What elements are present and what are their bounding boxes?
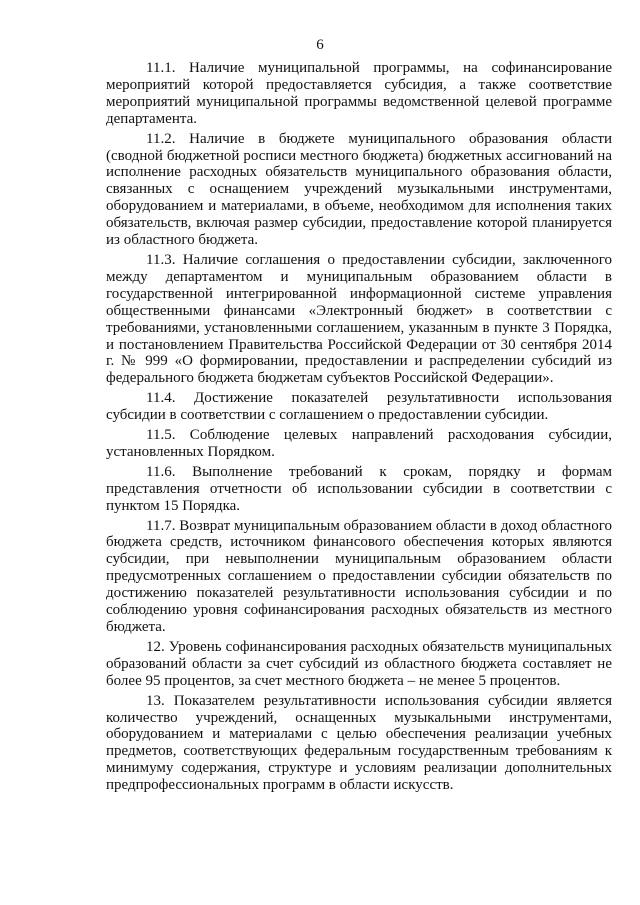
page-number: 6: [316, 37, 324, 53]
paragraph-11-3: 11.3. Наличие соглашения о предоставлении субсидии, заключенного между департаментом и муниципальным образованием области в государственной интегрированной информационной системе управления общественными финансами «Электронный бюджет» в соответствии с требованиями, установленными соглашением, указанным в пункте 3 Порядка, и постановлением Правительства Российской Федерации от 30 сентября 2014 г. № 999 «О формировании, предоставлении и распределении субсидий из федерального бюджета бюджетам субъектов Российской Федерации».: [106, 251, 612, 387]
paragraph-11-5: 11.5. Соблюдение целевых направлений расходования субсидии, установленных Порядком.: [106, 427, 612, 460]
paragraph-12: 12. Уровень софинансирования расходных обязательств муниципальных образований области за счет субсидий из областного бюджета составляет не более 95 процентов, за счет местного бюджета – не менее 5 процентов.: [106, 638, 612, 689]
paragraph-11-6: 11.6. Выполнение требований к срокам, порядку и формам представления отчетности об использовании субсидии в соответствии с пунктом 15 Порядка.: [106, 463, 612, 514]
paragraph-11-4: 11.4. Достижение показателей результативности использования субсидии в соответствии с соглашением о предоставлении субсидии.: [106, 390, 612, 424]
paragraph-11-7: 11.7. Возврат муниципальным образованием области в доход областного бюджета средств, источником финансового обеспечения которых являются субсидии, при невыполнении муниципальным образованием области предусмотренных соглашением о предоставлении субсидии обязательств по достижению показателей результативности использования субсидии и по соблюдению уровня софинансирования расходных обязательств из местного бюджета.: [106, 517, 612, 635]
document-body: [106, 60, 612, 797]
paragraph-13: 13. Показателем результативности использования субсидии является количество учреждений, оснащенных музыкальными инструментами, оборудованием и материалами с целью обеспечения реализации учебных предметов, соответствующих федеральным государственным требованиям к минимуму содержания, структуре и условиям реализации дополнительных предпрофессиональных программ в области искусств.: [106, 692, 612, 794]
paragraph-11-2: 11.2. Наличие в бюджете муниципального образования области (сводной бюджетной росписи местного бюджета) бюджетных ассигнований на исполнение расходных обязательств муниципального образования области, связанных с оснащением учреждений музыкальными инструментами, оборудованием и материалами, в объеме, необходимом для исполнения таких обязательств, включая размер субсидии, предоставление которой планируется из областного бюджета.: [106, 130, 612, 249]
paragraph-11-1: 11.1. Наличие муниципальной программы, на софинансирование мероприятий которой предоставляется субсидия, а также соответствие мероприятий муниципальной программы ведомственной целевой программе департамента.: [106, 60, 612, 127]
